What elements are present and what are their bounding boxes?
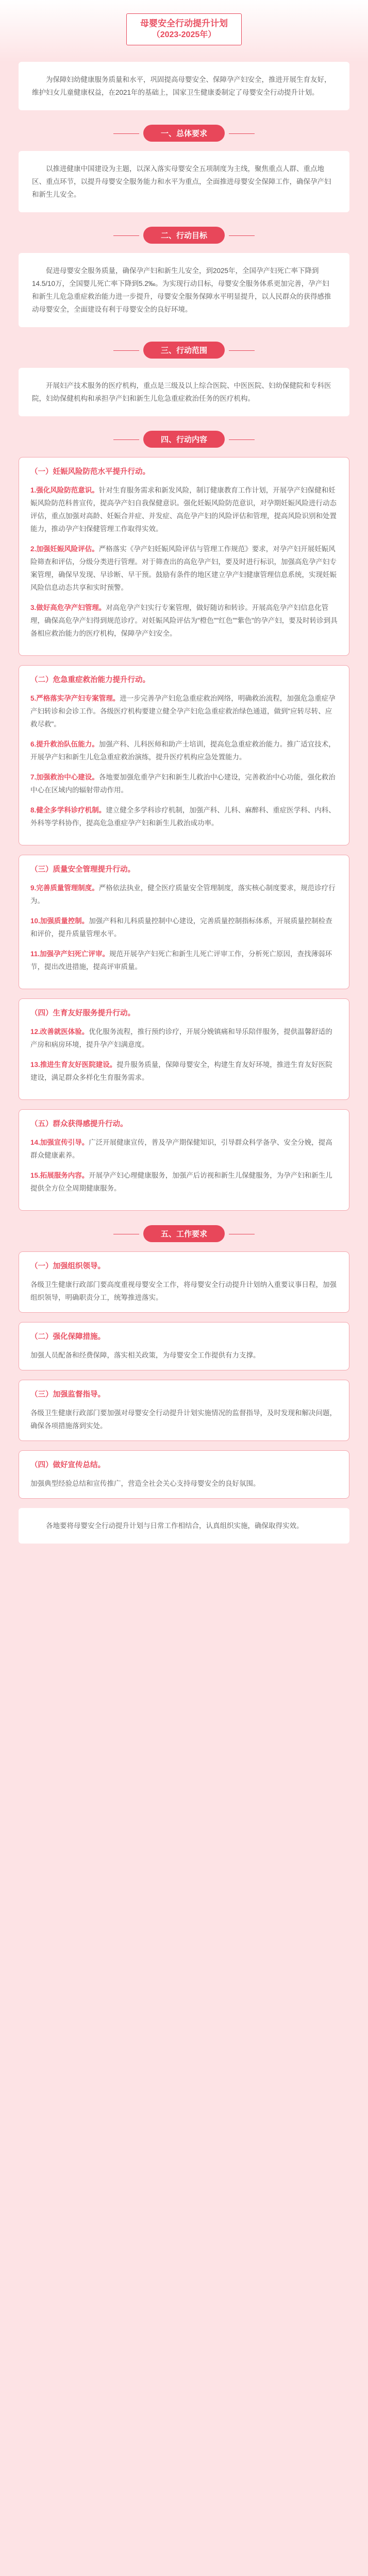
intro-text: 为保障妇幼健康服务质量和水平，巩固提高母婴安全、保障孕产妇安全，推进开展生育友好，维护妇女儿童健康权益，在2021年的基础上，国家卫生健康委制定了母婴安全行动提升计划。: [32, 76, 331, 96]
list-item: [30, 771, 338, 796]
subsection-head: （一）妊娠风险防范水平提升行动。: [30, 468, 150, 476]
section-1-text: 以推进健康中国建设为主题，以深入落实母婴安全五项制度为主线，聚焦重点人群、重点地区、重点环节，以提升母婴安全服务能力和水平为重点，全面推进母婴安全保障工作，确保孕产妇和新生儿安全。: [32, 165, 331, 198]
subsection-head: （五）群众获得感提升行动。: [30, 1120, 128, 1128]
subsection-head: （四）生育友好服务提升行动。: [30, 1009, 135, 1018]
subsection-card: [19, 1109, 349, 1211]
list-item: [30, 601, 338, 640]
item-text: 优化服务流程，推行预约诊疗，开展分娩镇痛和导乐陪伴服务，提供温馨舒适的产房和病房环境，提升孕产妇满意度。: [30, 1028, 332, 1048]
section-2-text: 促进母婴安全服务质量，确保孕产妇和新生儿安全，到2025年，全国孕产妇死亡率下降到14.5/10万，全国婴儿死亡率下降到5.2‰。为实现行动目标，母婴安全服务体系更加完善，孕产妇和新生儿危急重症救治能力进一步提升，母婴安全服务保障水平明显提升，以人民群众的获得感推动母婴安全，全面建设有利于母婴安全的良好环境。: [32, 267, 331, 313]
section-1-card: [19, 151, 349, 212]
guarantee-head: （三）加强监督指导。: [30, 1391, 105, 1399]
item-head: 14.加强宣传引导。: [30, 1139, 89, 1146]
list-item: [30, 1025, 338, 1051]
item-head: 15.拓展服务内容。: [30, 1172, 89, 1179]
item-text: 对高危孕产妇实行专案管理，做好随访和转诊。开展高危孕产妇信息化管理，确保高危孕产妇得到规范诊疗。对妊娠风险评估为"橙色""红色""紫色"的孕产妇，要及时转诊到具备相应救治能力的医疗机构，保障孕产妇安全。: [30, 604, 338, 637]
list-item: [30, 543, 338, 594]
list-item: [30, 484, 338, 535]
subsection-card: [19, 457, 349, 656]
item-head: 1.强化风险防范意识。: [30, 486, 99, 494]
section-1-label: 一、总体要求: [143, 125, 225, 142]
guarantee-head: （四）做好宣传总结。: [30, 1461, 105, 1469]
subsection-card: [19, 998, 349, 1100]
item-text: 各地要加强危重孕产妇和新生儿救治中心建设，完善救治中心功能，强化救治中心在区域内的辐射带动作用。: [30, 773, 336, 794]
item-text: 进一步完善孕产妇危急重症救治网络，明确救治流程，加强危急重症孕产妇转诊和会诊工作。各级医疗机构要建立健全孕产妇危急重症救治绿色通道，做到"应转尽转、应救尽救"。: [30, 694, 336, 728]
item-head: 11.加强孕产妇死亡评审。: [30, 950, 110, 958]
title-wrap: [0, 13, 368, 45]
guarantee-card: [19, 1251, 349, 1313]
section-5-header: [0, 1225, 368, 1242]
list-item: [30, 804, 338, 829]
subsection-card: [19, 665, 349, 845]
list-item: [30, 1136, 338, 1162]
section-2-card: [19, 253, 349, 327]
guarantee-card: [19, 1450, 349, 1499]
page-title: 母婴安全行动提升计划: [140, 19, 228, 28]
item-text: 针对生育服务需求和新发风险，制订健康教育工作计划，开展孕产妇保健和妊娠风险防范科普宣传，提高孕产妇自我保健意识。强化妊娠风险防范意识，对孕期妊娠风险进行动态评估，重点加强对高龄、妊娠合并症、并发症、高危孕产妇的风险评估和管理，提高风险识别和处置能力，推动孕产妇保健管理工作取得实效。: [30, 486, 337, 533]
item-text: 广泛开展健康宣传，普及孕产期保健知识，引导群众科学备孕、安全分娩，提高群众健康素养。: [30, 1139, 332, 1159]
guarantee-text: 加强典型经验总结和宣传推广，营造全社会关心支持母婴安全的良好氛围。: [30, 1480, 260, 1487]
item-head: 5.严格落实孕产妇专案管理。: [30, 694, 120, 702]
page-subtitle: （2023-2025年）: [152, 30, 216, 39]
section-4-header: [0, 431, 368, 448]
section-3-label: 三、行动范围: [143, 342, 225, 359]
item-head: 7.加强救治中心建设。: [30, 773, 99, 781]
item-head: 12.改善就医体验。: [30, 1028, 89, 1036]
item-text: 建立健全多学科诊疗机制，加强产科、儿科、麻醉科、重症医学科、内科、外科等学科协作，提高危急重症孕产妇和新生儿救治成功率。: [30, 806, 336, 827]
item-text: 加强产科和儿科质量控制中心建设，完善质量控制指标体系，开展质量控制检查和评价，提升质量管理水平。: [30, 917, 332, 938]
item-head: 10.加强质量控制。: [30, 917, 89, 925]
subsection-head: （三）质量安全管理提升行动。: [30, 866, 135, 874]
section-1-header: [0, 125, 368, 142]
title-box: [126, 13, 242, 45]
guarantee-text: 各级卫生健康行政部门要加强对母婴安全行动提升计划实施情况的监督指导，及时发现和解决问题，确保各项措施落到实处。: [30, 1409, 337, 1430]
guarantee-head: （一）加强组织领导。: [30, 1262, 105, 1270]
item-head: 3.做好高危孕产妇管理。: [30, 604, 106, 612]
section-2-header: [0, 227, 368, 244]
guarantee-card: [19, 1322, 349, 1370]
item-text: 严格依法执业，健全医疗质量安全管理制度，落实核心制度要求，规范诊疗行为。: [30, 884, 336, 905]
closing-card: [19, 1508, 349, 1544]
item-text: 规范开展孕产妇死亡和新生儿死亡评审工作，分析死亡原因，查找薄弱环节，提出改进措施，提高评审质量。: [30, 950, 332, 971]
section-2-label: 二、行动目标: [143, 227, 225, 244]
item-head: 8.健全多学科诊疗机制。: [30, 806, 106, 814]
item-text: 加强产科、儿科医师和助产士培训，提高危急重症救治能力。推广适宜技术，开展孕产妇和新生儿危急重症救治演练，提升医疗机构应急处置能力。: [30, 740, 336, 761]
item-text: 严格落实《孕产妇妊娠风险评估与管理工作规范》要求，对孕产妇开展妊娠风险筛查和评估，分级分类进行管理。对于筛查出的高危孕产妇，要及时进行标识，加强高危孕产妇专案管理，确保早发现、早诊断、早干预。鼓励有条件的地区建立孕产妇健康管理信息系统，实现妊娠风险信息动态共享和实时预警。: [30, 545, 337, 591]
intro-card: [19, 62, 349, 110]
item-head: 9.完善质量管理制度。: [30, 884, 99, 892]
list-item: [30, 882, 338, 907]
list-item: [30, 1058, 338, 1084]
item-text: 开展孕产妇心理健康服务，加强产后访视和新生儿保健服务，为孕产妇和新生儿提供全方位全周期健康服务。: [30, 1172, 332, 1192]
guarantee-head: （二）强化保障措施。: [30, 1333, 105, 1341]
list-item: [30, 1169, 338, 1195]
subsection-head: （二）危急重症救治能力提升行动。: [30, 676, 150, 684]
section-3-header: [0, 342, 368, 359]
guarantee-card: [19, 1380, 349, 1441]
section-5-label: 五、工作要求: [143, 1225, 225, 1242]
list-item: [30, 914, 338, 940]
closing-text: 各地要将母婴安全行动提升计划与日常工作相结合，认真组织实施，确保取得实效。: [46, 1522, 304, 1530]
item-text: 提升服务质量，保障母婴安全，构建生育友好环境，推进生育友好医院建设，满足群众多样化生育服务需求。: [30, 1061, 332, 1081]
subsection-card: [19, 855, 349, 989]
section-4-label: 四、行动内容: [143, 431, 225, 448]
list-item: [30, 947, 338, 973]
section-3-text: 开展妇产技术服务的医疗机构，重点是三级及以上综合医院、中医医院、妇幼保健院和专科医院，妇幼保健机构和承担孕产妇和新生儿危急重症救治任务的医疗机构。: [32, 382, 331, 402]
header-band: [0, 0, 368, 62]
item-head: 6.提升救治队伍能力。: [30, 740, 99, 748]
item-head: 2.加强妊娠风险评估。: [30, 545, 99, 553]
guarantee-text: 加强人员配备和经费保障，落实相关政策，为母婴安全工作提供有力支撑。: [30, 1351, 260, 1359]
item-head: 13.推进生育友好医院建设。: [30, 1061, 117, 1069]
guarantee-text: 各级卫生健康行政部门要高度重视母婴安全工作，将母婴安全行动提升计划纳入重要议事日程，加强组织领导，明确职责分工，统筹推进落实。: [30, 1281, 337, 1301]
list-item: [30, 692, 338, 731]
list-item: [30, 738, 338, 764]
section-3-card: [19, 368, 349, 416]
